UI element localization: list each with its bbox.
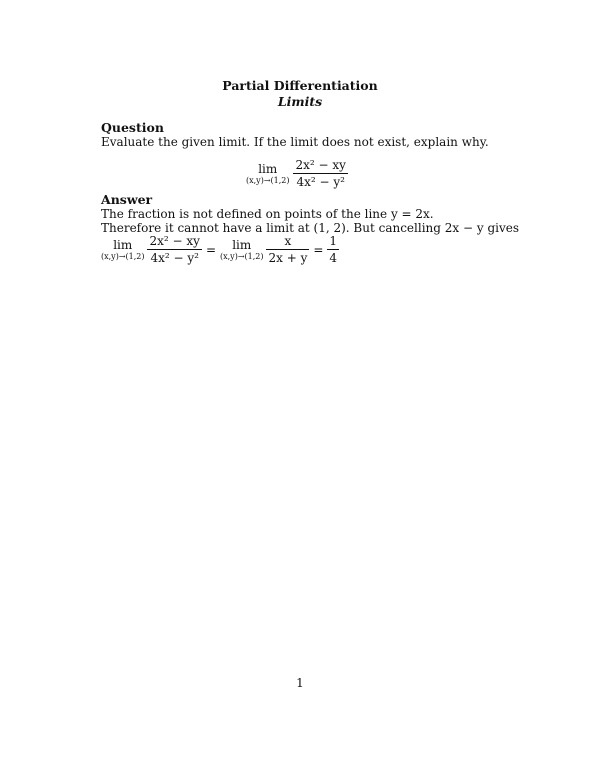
lim-word-1: lim (113, 237, 133, 252)
limit-fraction (293, 158, 347, 189)
lim-subscript-1: (x,y)→(1,2) (101, 251, 145, 261)
fraction-1 (147, 234, 201, 265)
limit-operator (246, 162, 289, 186)
page-subtitle: Limits (277, 94, 323, 109)
fraction-1-bar (147, 249, 201, 250)
result-denominator: 4 (329, 251, 338, 265)
fraction-2-denominator: 2x + y (268, 251, 308, 265)
equals-sign-2: = (313, 242, 324, 257)
limit-operator-2 (220, 238, 263, 262)
question-text: Evaluate the given limit. If the limit does not exist, explain why. (101, 135, 489, 149)
page-title: Partial Differentiation (222, 78, 378, 93)
page-number: 1 (296, 676, 304, 690)
fraction-1-numerator: 2x² − xy (149, 234, 200, 248)
fraction-denominator: 4x² − y² (296, 175, 345, 189)
lim-word: lim (258, 161, 278, 176)
fraction-1-denominator: 4x² − y² (150, 251, 199, 265)
result-bar (327, 249, 339, 250)
question-limit-expression (246, 158, 348, 189)
question-heading: Question (101, 120, 164, 135)
limit-operator-1 (101, 238, 144, 262)
fraction-2-numerator: x (284, 234, 292, 248)
answer-equation (101, 234, 339, 265)
fraction-bar (293, 173, 347, 174)
answer-heading: Answer (101, 192, 153, 207)
answer-line-2: Therefore it cannot have a limit at (1, 2). But cancelling 2x − y gives (101, 221, 520, 235)
result-fraction (327, 234, 339, 265)
fraction-numerator: 2x² − xy (295, 158, 346, 172)
lim-subscript-2: (x,y)→(1,2) (220, 251, 264, 261)
equals-sign-1: = (205, 242, 216, 257)
fraction-2 (266, 234, 309, 265)
result-numerator: 1 (329, 234, 338, 248)
lim-word-2: lim (232, 237, 252, 252)
answer-line-1: The fraction is not defined on points of the line y = 2x. (101, 207, 434, 221)
lim-subscript: (x,y)→(1,2) (246, 175, 290, 185)
fraction-2-bar (266, 249, 309, 250)
